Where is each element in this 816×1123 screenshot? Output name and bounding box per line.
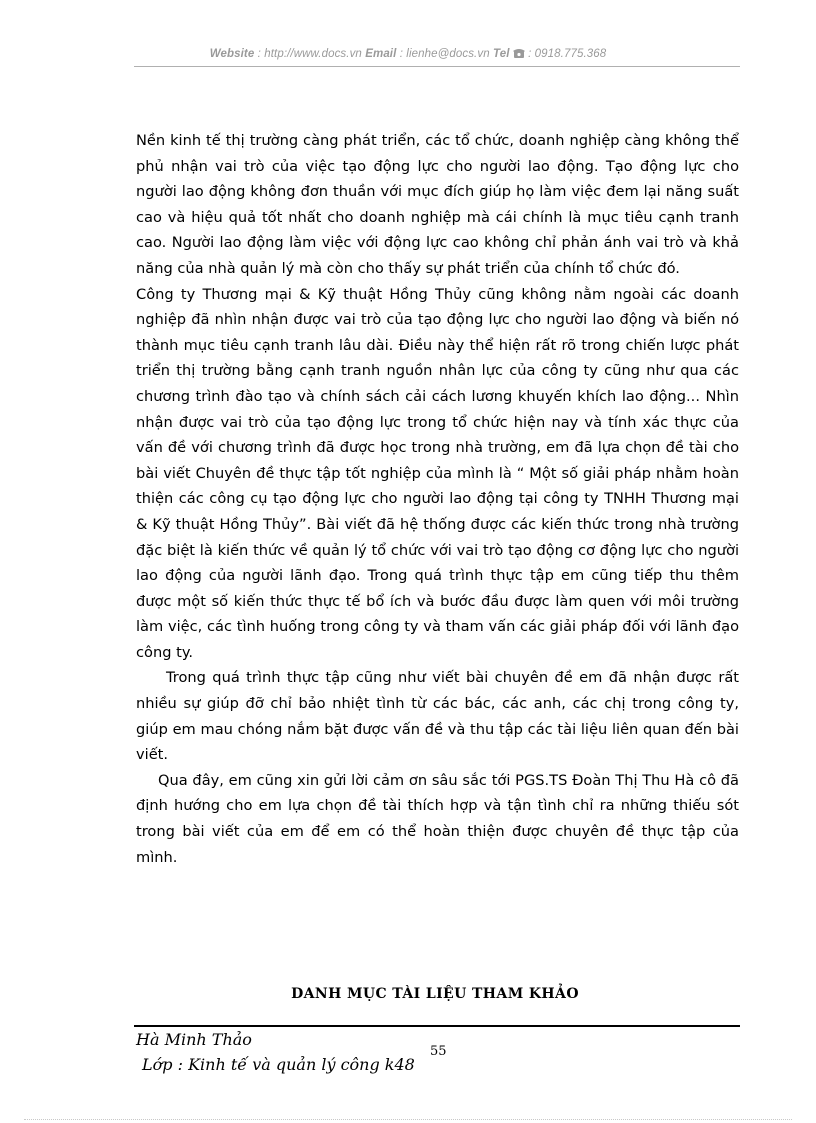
references-heading: DANH MỤC TÀI LIỆU THAM KHẢO (291, 986, 579, 1002)
website-value: : http://www.docs.vn (254, 48, 366, 60)
page-bottom-border (24, 1119, 792, 1120)
tel-value: : 0918.775.368 (524, 48, 607, 60)
document-body (136, 128, 739, 870)
tel-label: Tel (493, 48, 510, 60)
paragraph: Trong quá trình thực tập cũng như viết bài chuyên đề em đã nhận được rất nhiều sự giúp đỡ chỉ bảo nhiệt tình từ các bác, các anh, các chị trong công ty, giúp em mau chóng nắm bặt được vấn đề và thu tập các tài liệu liên quan đến bài viết. (136, 669, 739, 764)
website-label: Website (209, 48, 255, 60)
footer-divider (134, 1025, 740, 1027)
email-value: : lienhe@docs.vn (396, 48, 493, 60)
author-name: Hà Minh Thảo (136, 1030, 252, 1049)
paragraph: Công ty Thương mại & Kỹ thuật Hồng Thủy cũng không nằm ngoài các doanh nghiệp đã nhìn nhận được vai trò của tạo động lực cho người lao động và biến nó thành mục tiêu cạnh tranh lâu dài. Điều này thể hiện rất rõ trong chiến lược phát triển thị trường bằng cạnh tranh nguồn nhân lực của công ty cũng như qua các chương trình đào tạo và chính sách cải cách lương khuyến khích lao động... Nhìn nhận được vai trò của tạo động lực trong tổ chức hiện nay và tính xác thực của vấn đề với chương trình đã được học trong nhà trường, em đã lựa chọn đề tài cho bài viết Chuyên đề thực tập tốt nghiệp của mình là “ Một số giải pháp nhằm hoàn thiện các công cụ tạo động lực cho người lao động tại công ty TNHH Thương mại & Kỹ thuật Hồng Thủy”. Bài viết đã hệ thống được các kiến thức trong nhà trường đặc biệt là kiến thức về quản lý tổ chức với vai trò tạo động cơ động lực cho người lao động của người lãnh đạo. Trong quá trình thực tập em cũng tiếp thu thêm được một số kiến thức thực tế bổ ích và bước đầu được làm quen với môi trường làm việc, các tình huống trong công ty và tham vấn các giải pháp đối với lãnh đạo công ty. (136, 285, 739, 661)
page-number: 55 (430, 1044, 447, 1059)
header-divider (134, 66, 740, 67)
email-label: Email (365, 48, 397, 60)
paragraph: Nền kinh tế thị trường càng phát triển, các tổ chức, doanh nghiệp càng không thể phủ nhận vai trò của việc tạo động lực cho người lao động. Tạo động lực cho người lao động không đơn thuần với mục đích giúp họ làm việc đem lại năng suất cao và hiệu quả tốt nhất cho doanh nghiệp mà cái chính là mục tiêu cạnh tranh cao. Người lao động làm việc với động lực cao không chỉ phản ánh vai trò và khả năng của nhà quản lý mà còn cho thấy sự phát triển của chính tổ chức đó. (136, 132, 739, 277)
page-header (0, 48, 816, 60)
paragraph: Qua đây, em cũng xin gửi lời cảm ơn sâu sắc tới PGS.TS Đoàn Thị Thu Hà cô đã định hướng cho em lựa chọn đề tài thích hợp và tận tình chỉ ra những thiếu sót trong bài viết của em để em có thể hoàn thiện được chuyên đề thực tập của mình. (136, 771, 739, 866)
phone-icon (513, 48, 525, 58)
class-label: Lớp : Kinh tế và quản lý công k48 (142, 1055, 415, 1074)
